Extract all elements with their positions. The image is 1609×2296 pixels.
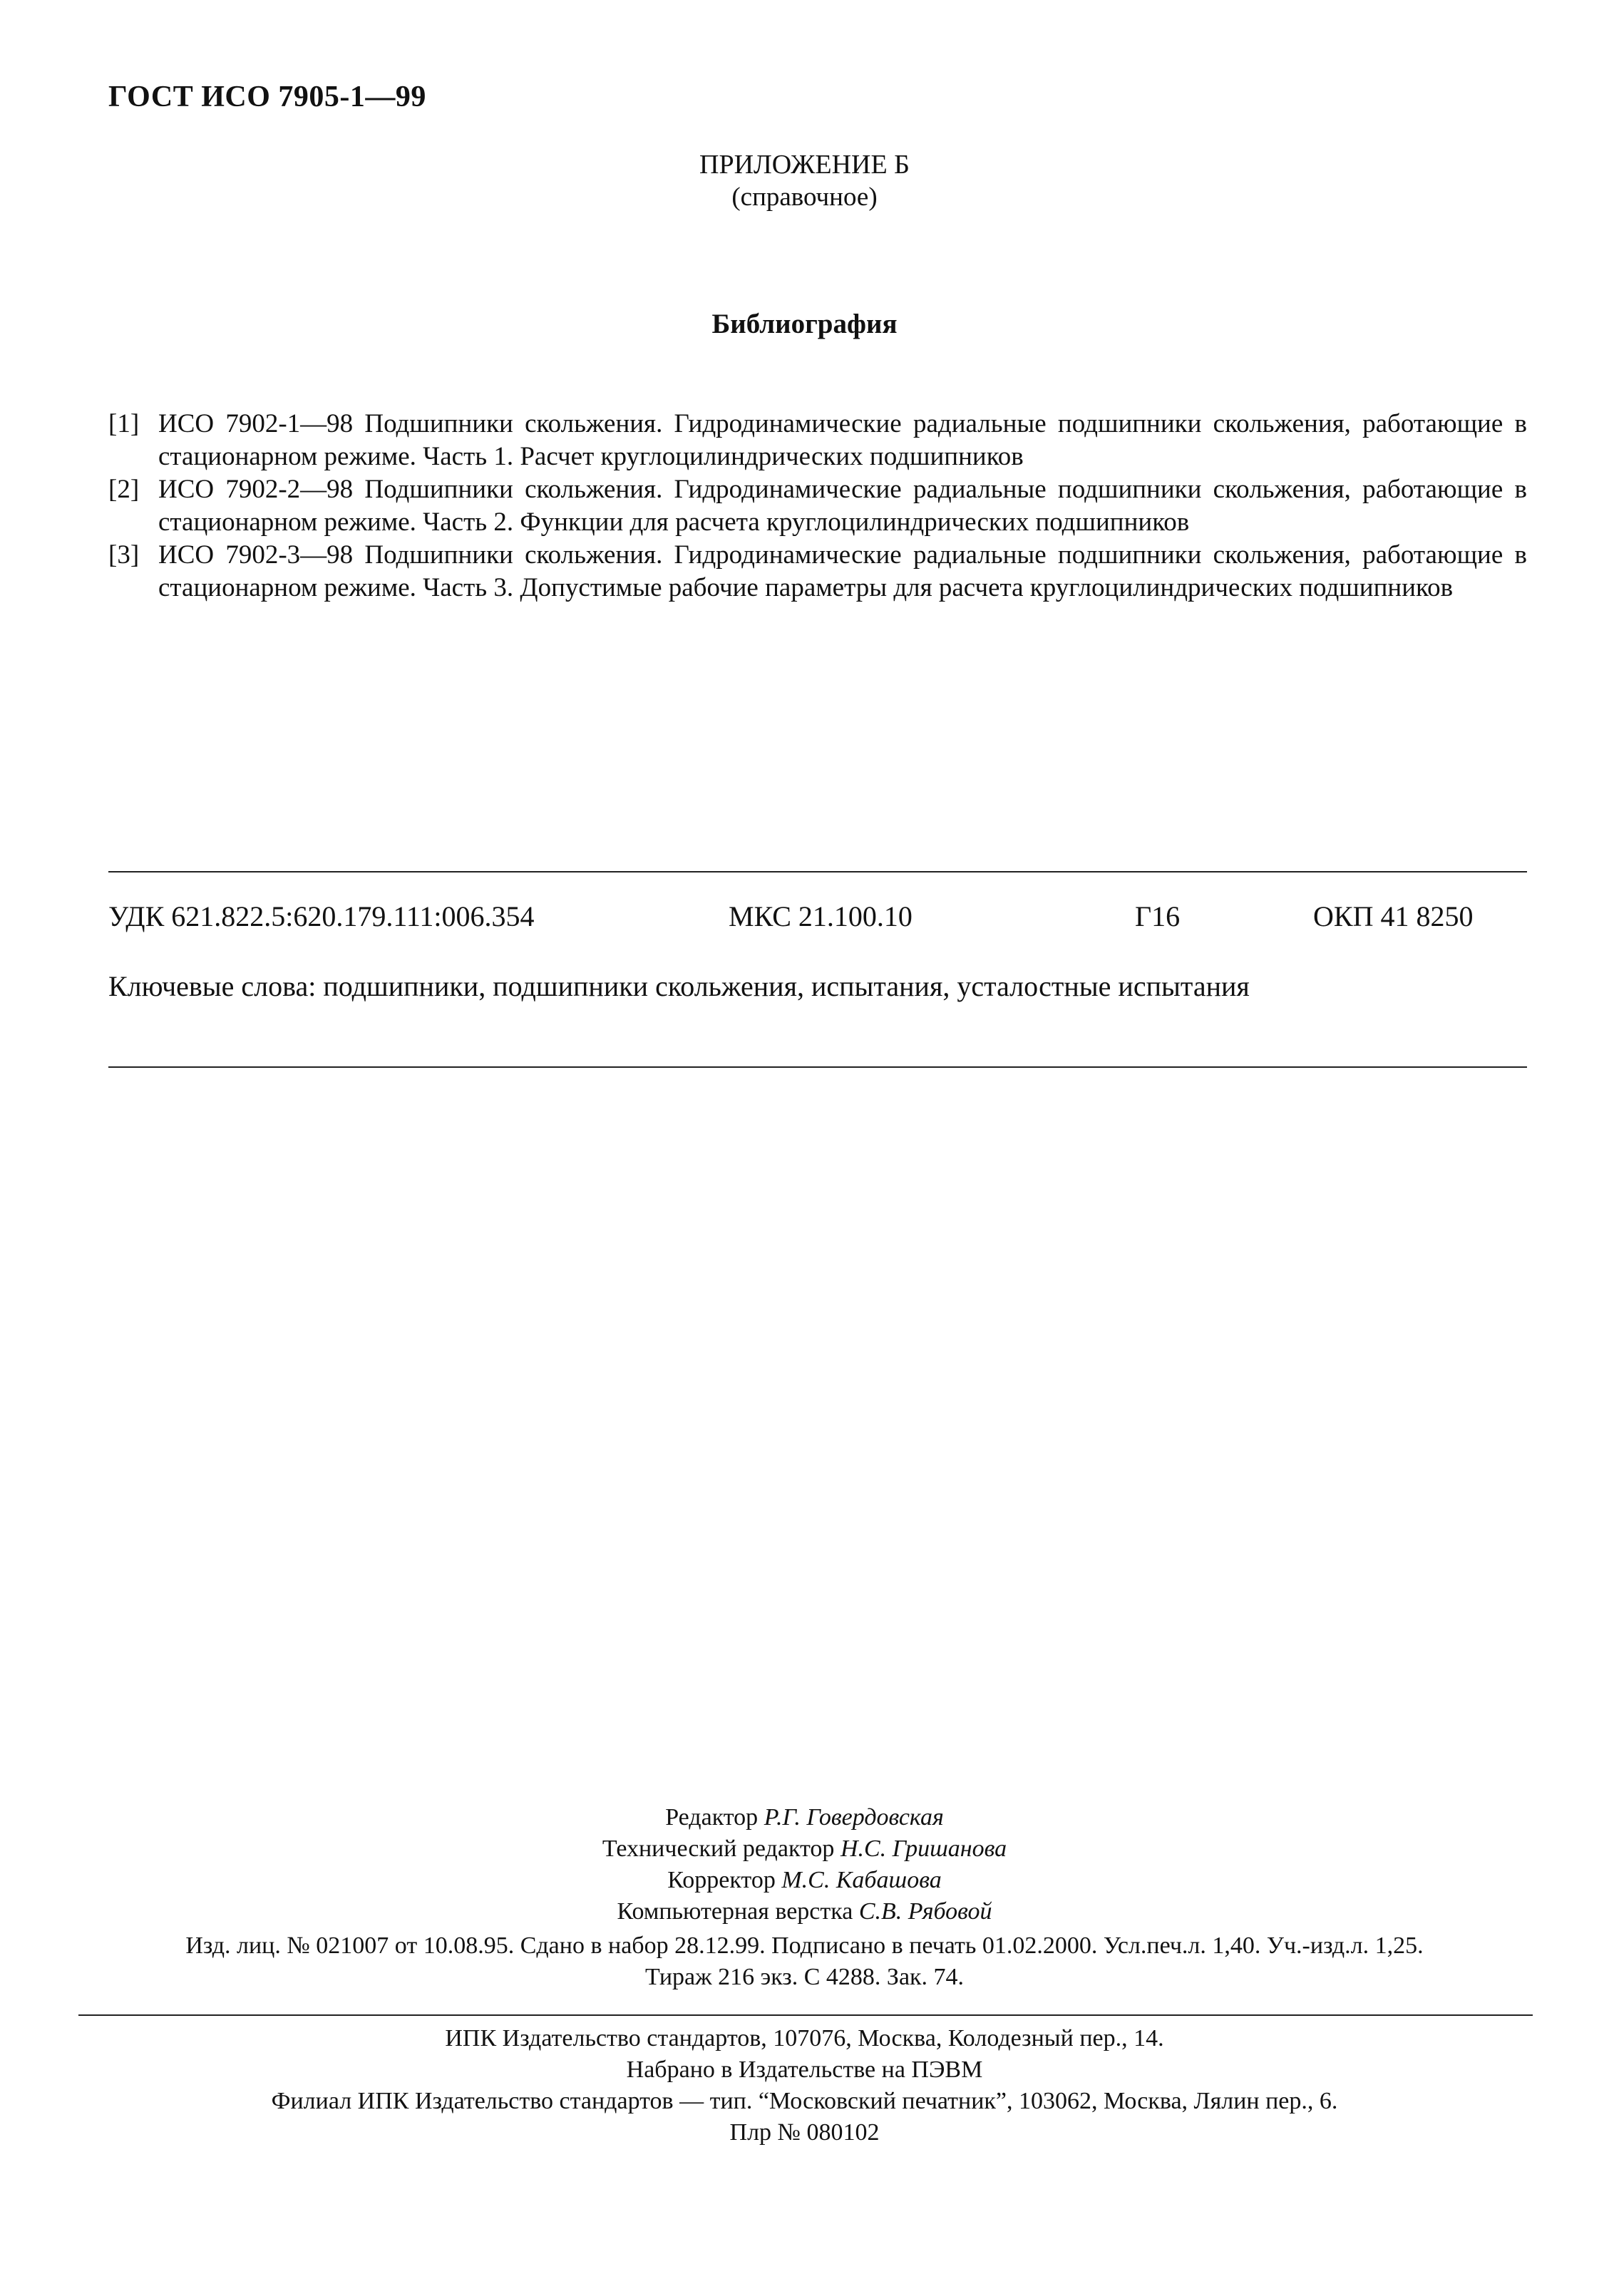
document-code: ГОСТ ИСО 7905-1—99 (108, 81, 426, 113)
reference-item (108, 408, 1527, 473)
reference-text: ИСО 7902-2—98 Подшипники скольжения. Гидродинамические радиальные подшипники скольжения, работающие в стационарном режиме. Часть 2. Функции для расчета круглоцилиндрических подшипников (158, 475, 1527, 537)
publisher-line: Филиал ИПК Издательство стандартов — тип. “Московский печатник”, 103062, Москва, Лялин пер., 6. (271, 2088, 1338, 2114)
credit-line (0, 1896, 1609, 1927)
credit-name: М.С. Кабашова (781, 1867, 942, 1893)
credit-role: Технический редактор (602, 1836, 835, 1862)
credit-role: Компьютерная верстка (617, 1898, 853, 1925)
publisher-info (0, 2023, 1609, 2148)
bibliography-list (108, 408, 1527, 604)
divider-top (108, 871, 1527, 872)
keywords: Ключевые слова: подшипники, подшипники скольжения, испытания, усталостные испытания (108, 970, 1250, 1002)
okp-code: ОКП 41 8250 (1313, 900, 1474, 932)
reference-text: ИСО 7902-1—98 Подшипники скольжения. Гидродинамические радиальные подшипники скольжения, работающие в стационарном режиме. Часть 1. Расчет круглоцилиндрических подшипников (158, 409, 1527, 471)
credit-name: Р.Г. Говердовская (764, 1804, 944, 1831)
appendix-subtitle: (справочное) (731, 182, 878, 212)
publisher-line: Плр № 080102 (729, 2119, 880, 2146)
reference-number: [2] (108, 475, 140, 504)
udk-code: УДК 621.822.5:620.179.111:006.354 (108, 900, 535, 932)
publication-info (0, 1930, 1609, 1993)
mks-code: МКС 21.100.10 (729, 900, 913, 932)
divider-footer (78, 2014, 1533, 2016)
appendix-title: ПРИЛОЖЕНИЕ Б (699, 150, 910, 180)
reference-number: [3] (108, 540, 140, 570)
divider-bottom (108, 1066, 1527, 1068)
appendix-heading (0, 148, 1609, 214)
group-code: Г16 (1135, 900, 1181, 932)
publisher-line: Набрано в Издательстве на ПЭВМ (626, 2056, 983, 2083)
credit-role: Корректор (667, 1867, 776, 1893)
credit-line (0, 1865, 1609, 1896)
reference-item (108, 473, 1527, 539)
credit-name: С.В. Рябовой (858, 1898, 992, 1925)
credit-line (0, 1802, 1609, 1833)
bibliography-title: Библиография (711, 309, 898, 339)
publisher-line: ИПК Издательство стандартов, 107076, Москва, Колодезный пер., 14. (445, 2025, 1164, 2052)
credit-name: Н.С. Гришанова (840, 1836, 1007, 1862)
credit-line (0, 1833, 1609, 1865)
reference-item (108, 539, 1527, 604)
pub-info-line: Изд. лиц. № 021007 от 10.08.95. Сдано в набор 28.12.99. Подписано в печать 01.02.2000. Усл.печ.л. 1,40. Уч.-изд.л. 1,25. (185, 1932, 1424, 1959)
editorial-credits (0, 1802, 1609, 1927)
reference-number: [1] (108, 409, 140, 438)
pub-info-line: Тираж 216 экз. С 4288. Зак. 74. (644, 1964, 965, 1990)
reference-text: ИСО 7902-3—98 Подшипники скольжения. Гидродинамические радиальные подшипники скольжения, работающие в стационарном режиме. Часть 3. Допустимые рабочие параметры для расчета круглоцилиндрических подшипников (158, 540, 1527, 602)
credit-role: Редактор (665, 1804, 759, 1831)
